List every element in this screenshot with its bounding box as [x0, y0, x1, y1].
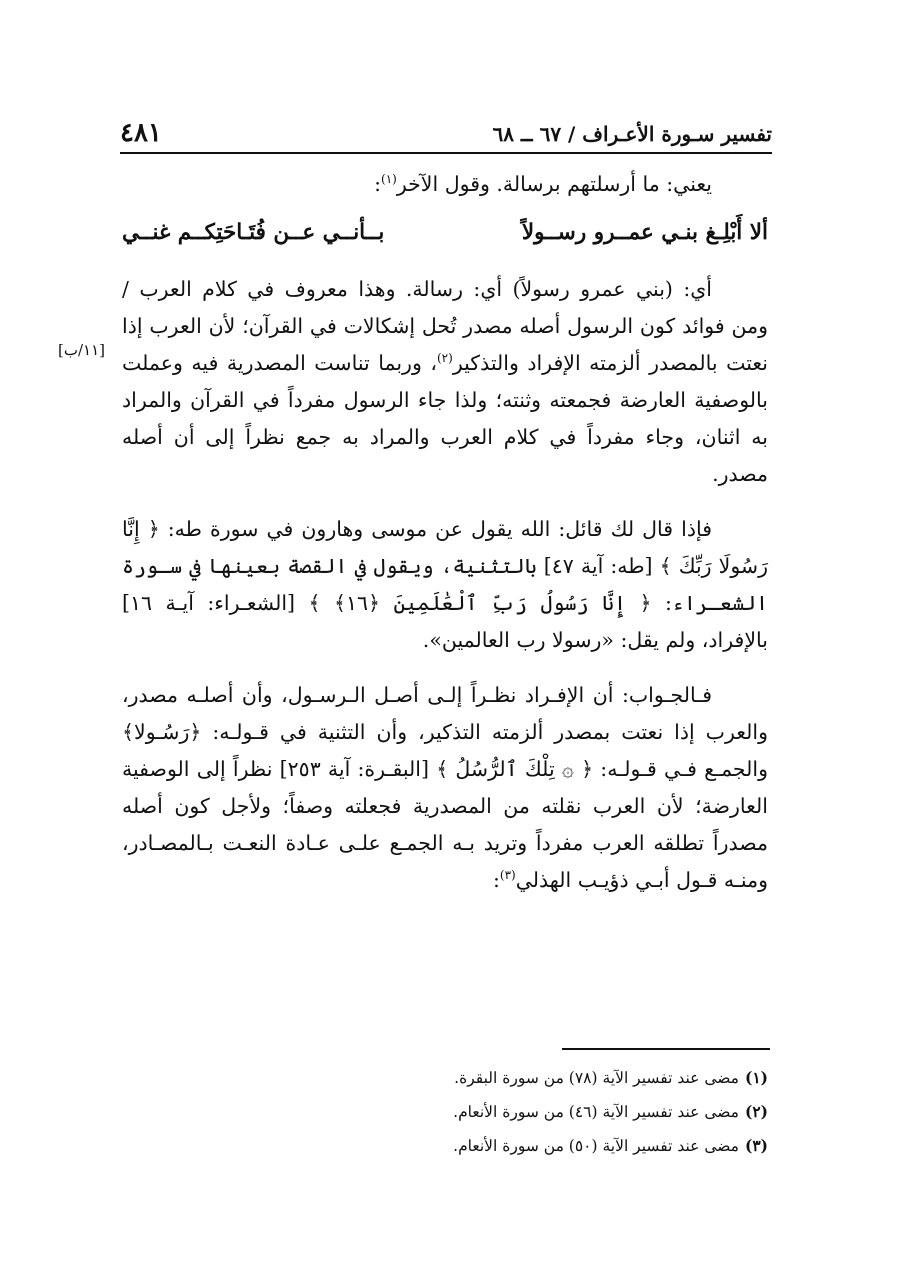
- footnote-3: [200, 1129, 768, 1163]
- footnote-1-text: مضى عند تفسير الآية (٧٨) من سورة البقرة.: [454, 1069, 739, 1087]
- footnote-ref-2: (٢): [436, 351, 453, 366]
- footnote-2-number: (٢): [744, 1102, 768, 1121]
- footnote-ref-1: (١): [381, 172, 397, 187]
- footnote-2: [200, 1095, 768, 1129]
- footnote-1-number: (١): [744, 1068, 768, 1087]
- poetry-verse: [122, 213, 768, 253]
- main-text: [122, 166, 768, 917]
- page-number: ٤٨١: [120, 118, 162, 148]
- paragraph-question: [122, 511, 768, 659]
- paragraph-explanation: [122, 271, 768, 493]
- header-title: تفسير سـورة الأعـراف / ٦٧ ــ ٦٨: [492, 122, 772, 146]
- footnote-3-number: (٣): [744, 1136, 768, 1155]
- verse-second-hemistich: بــأنــي عــن فُتَـاحَتِكــم غنــي: [122, 220, 385, 245]
- footnote-1: [200, 1061, 768, 1095]
- paragraph-answer: [122, 677, 768, 899]
- paragraph-explanation-text-b: ، وربما تناست المصدرية فيه وعملت بالوصفية العارضة فجمعته وثنته؛ ولذا جاء الرسول مفرداً في القرآن والمراد به اثنان، وجاء مفرداً في كلام العرب والمراد به جمع نظراً إلى أن أصله مصدر.: [122, 351, 768, 486]
- paragraph-intro-end: :: [374, 172, 381, 196]
- footnote-ref-3: (٣): [499, 868, 516, 883]
- footnote-3-text: مضى عند تفسير الآية (٥٠) من سورة الأنعام.: [453, 1137, 739, 1155]
- footnote-2-text: مضى عند تفسير الآية (٤٦) من سورة الأنعام.: [453, 1103, 739, 1121]
- paragraph-answer-text: فـالجـواب: أن الإفـراد نظـراً إلـى أصـل الـرسـول، وأن أصلـه مصدر، والعرب إذا نعتت بمصدر ألزمته التذكير، وأن التثنية في قـولـه: ﴿رَسُـولا﴾ والجمـع فـي قـولـه: ﴿ ۞ تِلْكَ ٱلرُّسُلُ ﴾ [البقـرة: آية ٢٥٣] نظراً إلى الوصفية العارضة؛ لأن العرب نقلته من المصدرية فجعلته وصفاً؛ ولأجل كون أصله مصدراً تطلقه العرب مفرداً وتريد بـه الجمـع علـى عـادة النعـت بـالمصـادر، ومنـه قـول أبـي ذؤيـب الهذلي: [122, 683, 768, 892]
- verse-first-hemistich: ألا أَبْلِـغ بنـي عمــرو رســولاً: [521, 220, 768, 245]
- footnotes: [200, 1061, 768, 1163]
- running-header: [120, 108, 772, 154]
- footnote-separator: [562, 1048, 770, 1050]
- paragraph-explanation-text-a: أي: (بني عمرو رسولاً) أي: رسالة. وهذا معروف في كلام العرب / ومن فوائد كون الرسول أصله مصدر تُحل إشكالات في القرآن؛ لأن العرب إذا نعتت بالمصدر ألزمته الإفراد والتذكير: [122, 277, 768, 375]
- paragraph-intro-text: يعني: ما أرسلتهم برسالة. وقول الآخر: [396, 172, 712, 196]
- manuscript-folio-ref: [١١/ب]: [58, 341, 106, 359]
- paragraph-intro: [122, 166, 768, 203]
- paragraph-question-text: فإذا قال لك قائل: الله يقول عن موسى وهارون في سورة طه: ﴿ إِنَّا رَسُولَا رَبِّكَ ﴾ [طه: آية ٤٧] بالتثنية، ويقول في القصة بعينها في سـورة الشعـراء: ﴿ إِنَّا رَسُولُ رَبِّ ٱلْعَٰلَمِينَ ﴿١٦﴾ ﴾ [الشعـراء: آيـة ١٦] بالإفراد، ولم يقل: «رسولا رب العالمين».: [122, 517, 768, 652]
- paragraph-answer-end: :: [492, 868, 500, 892]
